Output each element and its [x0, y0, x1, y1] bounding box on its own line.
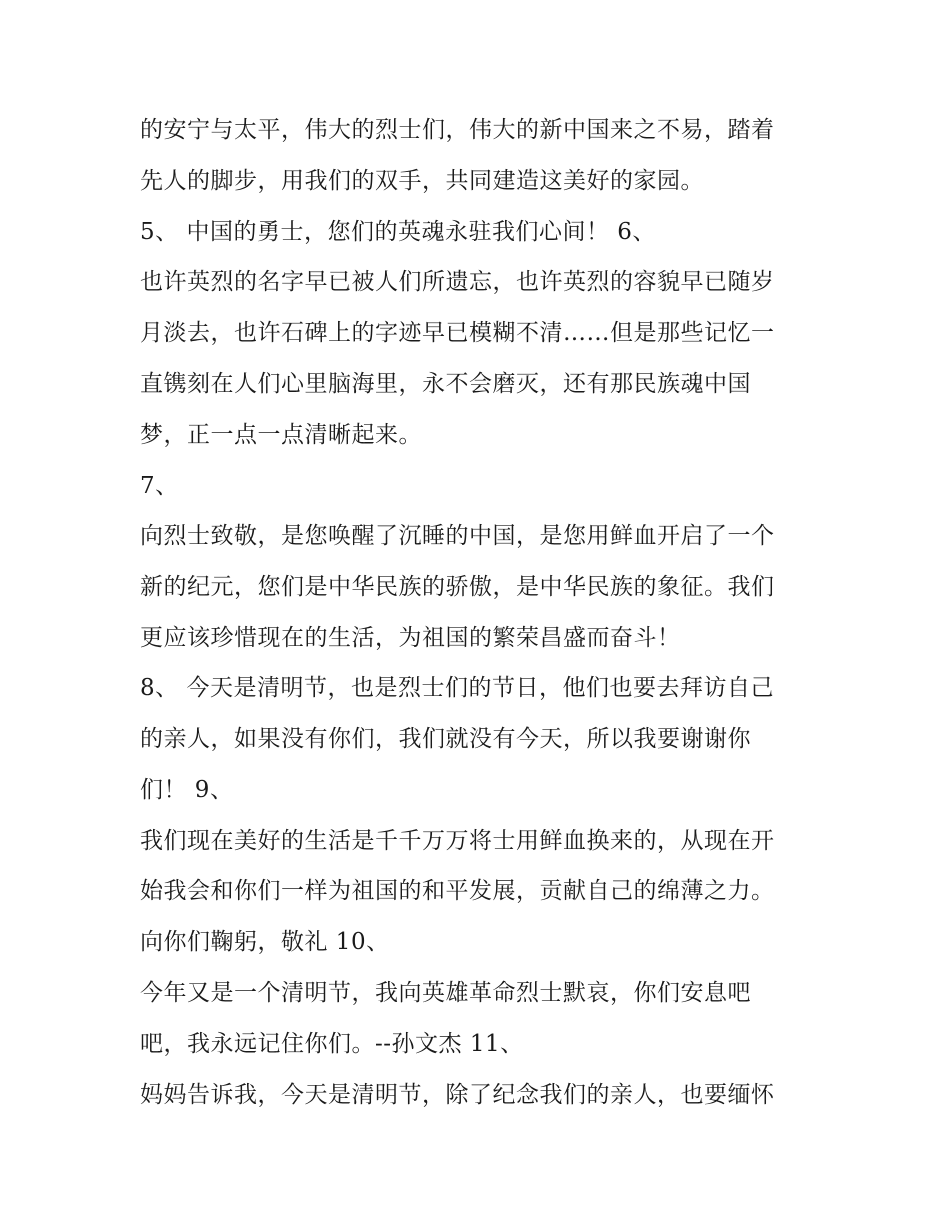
- text-line: 的亲人，如果没有你们，我们就没有今天，所以我要谢谢你: [140, 726, 751, 752]
- text-line: 向烈士致敬，是您唤醒了沉睡的中国，是您用鲜血开启了一个: [140, 523, 775, 549]
- text-line: 月淡去，也许石碑上的字迹早已模糊不清……但是那些记忆一: [140, 320, 775, 346]
- text-line: 新的纪元，您们是中华民族的骄傲，是中华民族的象征。我们: [140, 574, 775, 600]
- text-line: 7、: [140, 473, 179, 499]
- text-line: 8、 今天是清明节，也是烈士们的节日，他们也要去拜访自己: [140, 675, 774, 701]
- text-line: 始我会和你们一样为祖国的和平发展，贡献自己的绵薄之力。: [140, 878, 775, 904]
- text-line: 向你们鞠躬，敬礼 10、: [140, 929, 390, 955]
- text-line: 今年又是一个清明节，我向英雄革命烈士默哀，你们安息吧: [140, 980, 751, 1006]
- text-line: 吧，我永远记住你们。--孙文杰 11、: [140, 1031, 524, 1057]
- text-line: 5、 中国的勇士，您们的英魂永驻我们心间！ 6、: [140, 219, 656, 245]
- text-line: 先人的脚步，用我们的双手，共同建造这美好的家园。: [140, 168, 704, 194]
- text-line: 我们现在美好的生活是千千万万将士用鲜血换来的，从现在开: [140, 828, 775, 854]
- text-line: 们！ 9、: [140, 777, 234, 803]
- text-line: 妈妈告诉我，今天是清明节，除了纪念我们的亲人，也要缅怀: [140, 1082, 775, 1108]
- text-line: 更应该珍惜现在的生活，为祖国的繁荣昌盛而奋斗！: [140, 625, 681, 651]
- text-line: 也许英烈的名字早已被人们所遗忘，也许英烈的容貌早已随岁: [140, 269, 775, 295]
- text-line: 直镌刻在人们心里脑海里，永不会磨灭，还有那民族魂中国: [140, 371, 751, 397]
- text-line: 梦，正一点一点清晰起来。: [140, 422, 422, 448]
- text-line: 的安宁与太平，伟大的烈士们，伟大的新中国来之不易，踏着: [140, 117, 775, 143]
